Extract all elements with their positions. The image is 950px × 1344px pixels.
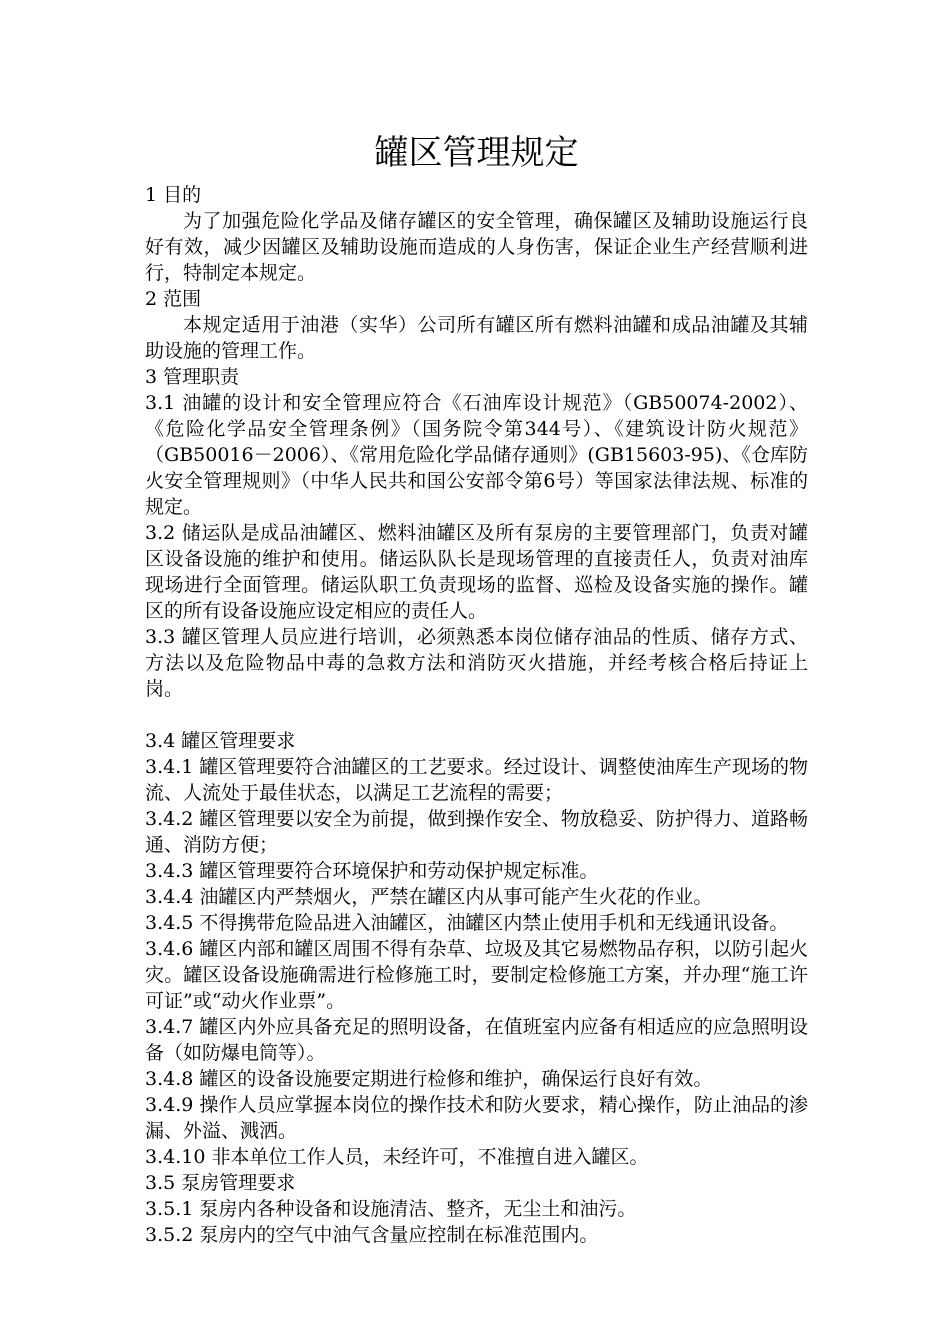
paragraph: 3.4 罐区管理要求 — [145, 730, 296, 752]
paragraph: 3.4.8 罐区的设备设施要定期进行检修和维护，确保运行良好有效。 — [145, 1068, 713, 1090]
document-title: 罐区管理规定 — [374, 133, 579, 173]
paragraph: 1 目的 — [145, 184, 202, 206]
paragraph: 3 管理职责 — [145, 366, 240, 388]
paragraph: 3.4.9 操作人员应掌握本岗位的操作技术和防火要求，精心操作，防止油品的渗漏、外溢、溅洒。 — [145, 1094, 808, 1142]
blank-line — [145, 702, 808, 728]
paragraph: 3.3 罐区管理人员应进行培训，必须熟悉本岗位储存油品的性质、储存方式、方法以及危险物品中毒的急救方法和消防灭火措施，并经考核合格后持证上岗。 — [145, 626, 808, 700]
paragraph: 3.4.7 罐区内外应具备充足的照明设备，在值班室内应备有相适应的应急照明设备（如防爆电筒等）。 — [145, 1016, 808, 1064]
paragraph: 为了加强危险化学品及储存罐区的安全管理，确保罐区及辅助设施运行良好有效，减少因罐区及辅助设施而造成的人身伤害，保证企业生产经营顺利进行，特制定本规定。 — [145, 210, 808, 284]
paragraph: 3.4.10 非本单位工作人员，未经许可，不准擅自进入罐区。 — [145, 1146, 649, 1168]
paragraph: 3.4.5 不得携带危险品进入油罐区，油罐区内禁止使用手机和无线通讯设备。 — [145, 912, 789, 934]
paragraph: 3.2 储运队是成品油罐区、燃料油罐区及所有泵房的主要管理部门，负责对罐区设备设施的维护和使用。储运队队长是现场管理的直接责任人，负责对油库现场进行全面管理。储运队职工负责现场的监督、巡检及设备实施的操作。罐区的所有设备设施应设定相应的责任人。 — [145, 522, 808, 622]
paragraph: 3.4.3 罐区管理要符合环境保护和劳动保护规定标准。 — [145, 860, 599, 882]
paragraph: 本规定适用于油港（实华）公司所有罐区所有燃料油罐和成品油罐及其辅助设施的管理工作。 — [145, 314, 808, 362]
paragraph: 3.5.2 泵房内的空气中油气含量应控制在标准范围内。 — [145, 1224, 599, 1246]
paragraph: 2 范围 — [145, 288, 202, 310]
paragraph: 3.4.4 油罐区内严禁烟火，严禁在罐区内从事可能产生火花的作业。 — [145, 886, 713, 908]
paragraph: 3.1 油罐的设计和安全管理应符合《石油库设计规范》（GB50074-2002）、《危险化学品安全管理条例》（国务院令第344号）、《建筑设计防火规范》（GB50016－2006）、《常用危险化学品储存通则》(GB15603-95)、《仓库防火安全管理规则》（中华人民共和国公安部令第6号）等国家法律法规、标准的规定。 — [145, 392, 808, 518]
paragraph: 3.5.1 泵房内各种设备和设施清洁、整齐，无尘土和油污。 — [145, 1198, 637, 1220]
paragraph: 3.4.1 罐区管理要符合油罐区的工艺要求。经过设计、调整使油库生产现场的物流、人流处于最佳状态，以满足工艺流程的需要； — [145, 756, 808, 804]
document-body — [145, 182, 808, 1248]
paragraph: 3.4.6 罐区内部和罐区周围不得有杂草、垃圾及其它易燃物品存积，以防引起火灾。罐区设备设施确需进行检修施工时，要制定检修施工方案，并办理“施工许可证”或“动火作业票”。 — [145, 938, 808, 1012]
paragraph: 3.5 泵房管理要求 — [145, 1172, 296, 1194]
paragraph: 3.4.2 罐区管理要以安全为前提，做到操作安全、物放稳妥、防护得力、道路畅通、消防方便； — [145, 808, 808, 856]
